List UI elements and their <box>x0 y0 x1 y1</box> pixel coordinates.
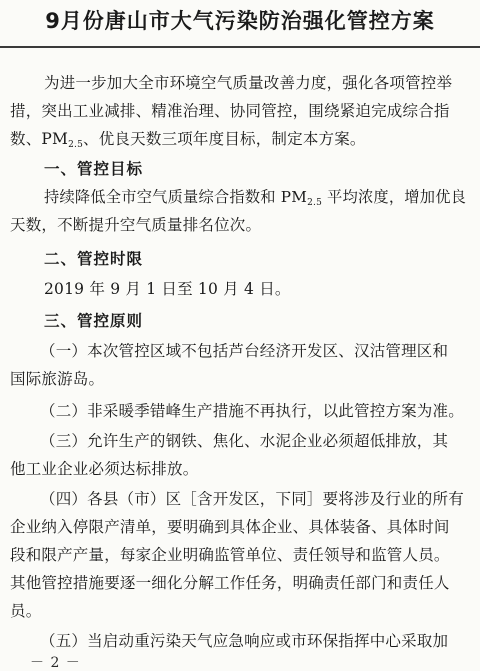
principle-5-line-1: （五）当启动重污染天气应急响应或市环保指挥中心采取加 <box>40 632 449 650</box>
principle-3-line-1: （三）允许生产的钢铁、焦化、水泥企业必须超低排放，其 <box>40 432 449 450</box>
intro-pm-subscript: 2.5 <box>68 140 84 150</box>
principle-4-line-1: （四）各县（市）区［含开发区，下同］要将涉及行业的所有 <box>40 490 464 508</box>
principle-4-line-3: 段和限产产量，每家企业明确监管单位、责任领导和监管人员。 <box>10 546 450 564</box>
principle-4-line-5: 员。 <box>10 602 42 620</box>
document-title: 9月份唐山市大气污染防治强化管控方案 <box>45 9 435 33</box>
section-heading-principles: 三、管控原则 <box>44 312 144 330</box>
title-divider <box>0 46 480 48</box>
principle-2-line-1: （二）非采暖季错峰生产措施不再执行，以此管控方案为准。 <box>40 402 464 420</box>
section-heading-period: 二、管控时限 <box>44 250 144 268</box>
section-heading-targets: 一、管控目标 <box>44 160 144 178</box>
intro-line-2: 措，突出工业减排、精准治理、协同管控，围绕紧迫完成综合指 <box>10 102 450 120</box>
section1-line-2: 天数，不断提升空气质量排名位次。 <box>10 216 262 234</box>
page-number: － 2 － <box>30 655 81 671</box>
intro-line-1: 为进一步加大全市环境空气质量改善力度，强化各项管控举 <box>44 74 453 92</box>
intro-pm-prefix: 数、PM <box>10 130 69 148</box>
intro-line-3 <box>10 128 366 150</box>
intro-pm-suffix: 、优良天数三项年度目标，制定本方案。 <box>83 130 366 148</box>
section2-line-1: 2019 年 9 月 1 日至 10 月 4 日。 <box>44 280 291 298</box>
section1-line-1 <box>44 186 466 208</box>
principle-4-line-2: 企业纳入停限产清单，要明确到具体企业、具体装备、具体时间 <box>10 518 450 536</box>
section1-pm-suffix: 平均浓度，增加优良 <box>322 188 467 206</box>
principle-1-line-2: 国际旅游岛。 <box>10 370 105 388</box>
principle-3-line-2: 他工业企业必须达标排放。 <box>10 460 199 478</box>
principle-1-line-1: （一）本次管控区域不包括芦台经济开发区、汉沽管理区和 <box>40 342 449 360</box>
section1-pm-prefix: 持续降低全市空气质量综合指数和 PM <box>44 188 308 206</box>
section1-pm-subscript: 2.5 <box>307 198 322 208</box>
principle-4-line-4: 其他管控措施要逐一细化分解工作任务，明确责任部门和责任人 <box>10 574 450 592</box>
